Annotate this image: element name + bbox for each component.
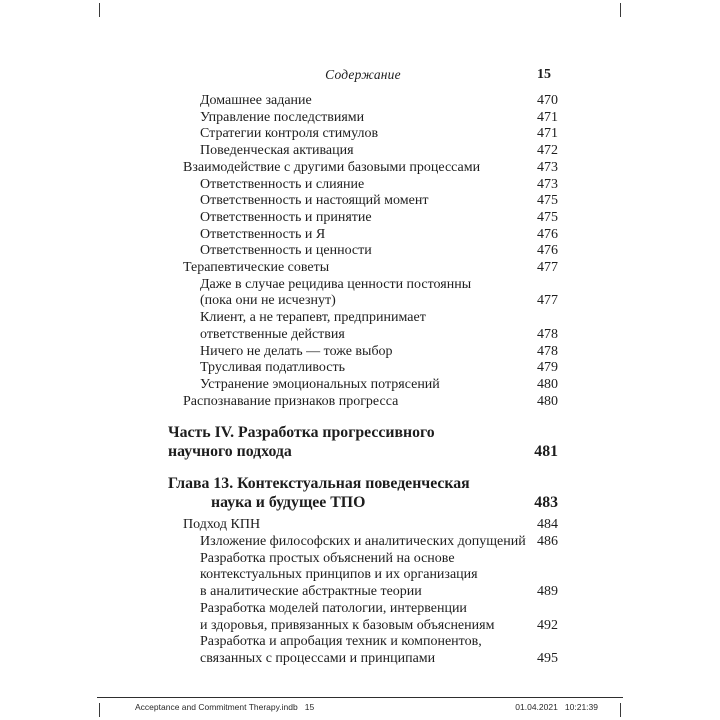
running-head-page-number: 15 (537, 67, 551, 82)
toc-entry-page: 471 (537, 109, 558, 125)
toc-entry-title: Трусливая податливость (200, 360, 345, 376)
toc-entry (168, 344, 558, 361)
toc-entry-title: Взаимодействие с другими базовыми процессами (183, 159, 481, 175)
running-head (168, 67, 558, 85)
toc-entry-page: 489 (537, 584, 558, 600)
toc-entry-title: Управление последствиями (200, 109, 365, 125)
toc-entry (168, 126, 558, 143)
toc-entry-title: связанных с процессами и принципами (200, 650, 436, 666)
toc-entry-page: 476 (537, 226, 558, 242)
toc-entry (168, 377, 558, 394)
toc-entry-page: 473 (537, 176, 558, 192)
toc-entry-page: 477 (537, 293, 558, 309)
toc-entry (168, 110, 558, 127)
toc-entry (168, 474, 558, 512)
toc-entry-page: 475 (537, 193, 558, 209)
running-head-title: Содержание (325, 67, 401, 82)
toc-entry-title: Ответственность и принятие (200, 209, 372, 225)
toc-entry-title: Разработка моделей патологии, интервенции (200, 600, 467, 616)
toc-entry (168, 143, 558, 160)
footer (135, 702, 598, 712)
toc-entry-page: 484 (537, 517, 558, 533)
toc-entry-page: 483 (534, 494, 558, 512)
footer-rule (97, 697, 623, 698)
toc-entry (168, 423, 558, 461)
toc-entry-page: 470 (537, 93, 558, 108)
toc-entry (168, 277, 558, 310)
toc-entry-page: 492 (537, 617, 558, 633)
toc-entry-title: Подход КПН (183, 517, 261, 533)
toc-entry-title: Изложение философских и аналитических допущений (200, 534, 526, 550)
crop-mark-top-left (99, 3, 100, 17)
toc-entry (168, 193, 558, 210)
toc-entry-title: Терапевтические советы (183, 260, 330, 276)
toc-list (168, 93, 558, 668)
toc-entry-title: Разработка простых объяснений на основе (200, 550, 455, 566)
footer-timestamp: 01.04.2021 10:21:39 (515, 702, 598, 712)
toc-entry-page: 473 (537, 159, 558, 175)
toc-entry-page: 495 (537, 650, 558, 666)
toc-entry-title: научного подхода (168, 443, 292, 461)
toc-entry-title: Ответственность и ценности (200, 243, 372, 259)
crop-mark-bottom-right (620, 703, 621, 717)
toc-entry-title: Глава 13. Контекстуальная поведенческая (168, 475, 470, 493)
toc-entry-title: Даже в случае рецидива ценности постоянны (200, 276, 472, 292)
toc-entry-title: контекстуальных принципов и их организация (200, 567, 478, 583)
toc-entry-page: 479 (537, 360, 558, 376)
crop-mark-bottom-left (99, 703, 100, 717)
crop-mark-top-right (620, 3, 621, 17)
toc-entry (168, 177, 558, 194)
toc-entry-title: Распознавание признаков прогресса (183, 393, 399, 409)
toc-entry-page: 475 (537, 209, 558, 225)
toc-entry (168, 517, 558, 534)
toc-entry-title: Поведенческая активация (200, 143, 354, 159)
toc-entry-page: 476 (537, 243, 558, 259)
toc-entry-title: Стратегии контроля стимулов (200, 126, 379, 142)
toc-entry-page: 471 (537, 126, 558, 142)
toc-entry-page: 477 (537, 260, 558, 276)
toc-entry (168, 227, 558, 244)
toc-entry-title: наука и будущее ТПО (211, 494, 366, 512)
toc-entry-page: 480 (537, 393, 558, 409)
toc-entry-title: Ответственность и настоящий момент (200, 193, 429, 209)
toc-entry-page: 486 (537, 534, 558, 550)
toc-entry-title: Устранение эмоциональных потрясений (200, 376, 440, 392)
toc-entry-page: 472 (537, 143, 558, 159)
toc-entry-page: 478 (537, 343, 558, 359)
toc-entry (168, 260, 558, 277)
toc-entry-title: (пока они не исчезнут) (200, 293, 336, 309)
toc-entry (168, 394, 558, 411)
toc-entry-title: Ответственность и слияние (200, 176, 365, 192)
toc-entry (168, 243, 558, 260)
toc-entry (168, 310, 558, 343)
toc-entry-page: 481 (534, 443, 558, 461)
toc-entry-title: Разработка и апробация техник и компонентов, (200, 634, 482, 650)
toc-entry-page: 480 (537, 376, 558, 392)
toc-entry-title: Клиент, а не терапевт, предпринимает (200, 310, 426, 326)
toc-entry (168, 534, 558, 551)
toc-entry-page: 478 (537, 326, 558, 342)
toc-entry (168, 601, 558, 634)
toc-entry (168, 634, 558, 667)
footer-filename: Acceptance and Commitment Therapy.indb 15 (135, 702, 315, 712)
toc-entry-title: ответственные действия (200, 326, 345, 342)
toc-entry-title: Ничего не делать — тоже выбор (200, 343, 393, 359)
toc-entry (168, 93, 558, 110)
toc-entry (168, 360, 558, 377)
toc-entry (168, 160, 558, 177)
toc-entry-title: в аналитические абстрактные теории (200, 584, 422, 600)
toc-entry-title: Ответственность и Я (200, 226, 326, 242)
toc-entry-title: Домашнее задание (200, 93, 312, 108)
toc-entry (168, 551, 558, 601)
toc-entry (168, 210, 558, 227)
toc-entry-title: Часть IV. Разработка прогрессивного (168, 424, 435, 442)
toc-entry-title: и здоровья, привязанных к базовым объяснениям (200, 617, 495, 633)
